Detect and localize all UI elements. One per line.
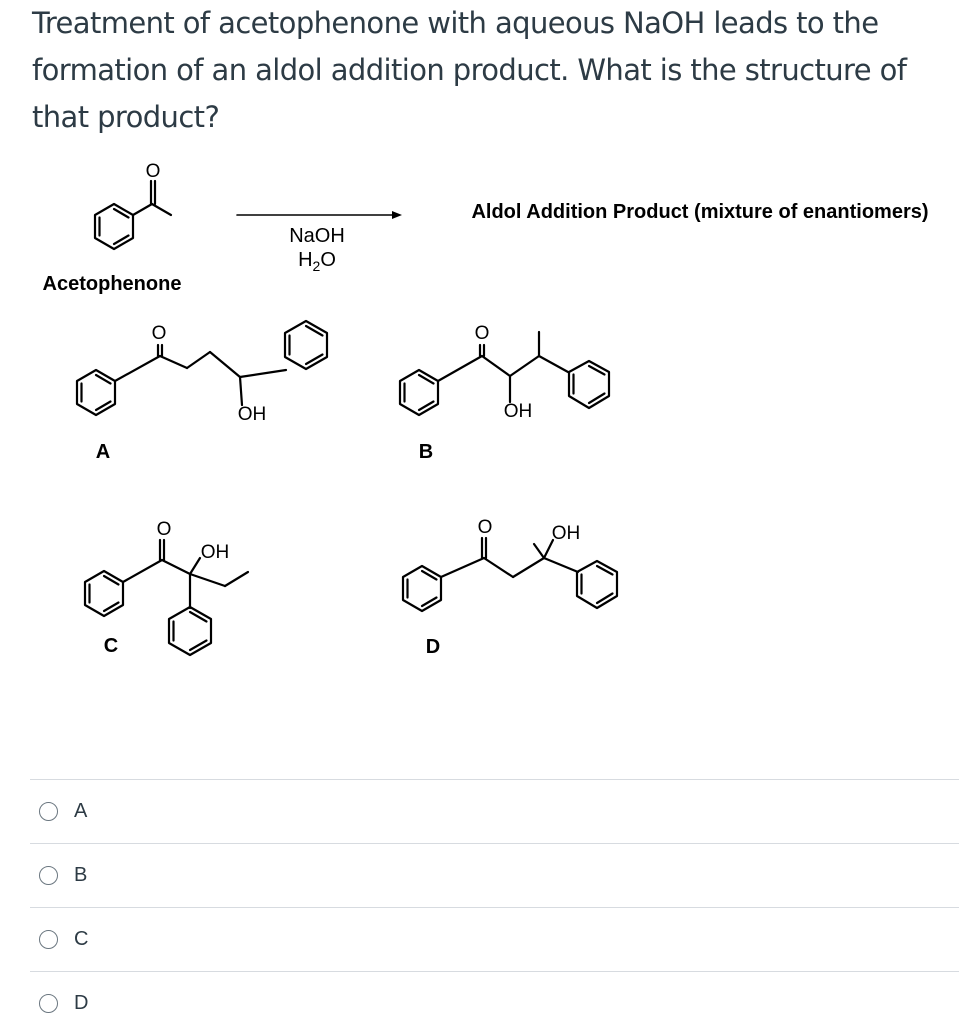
answer-label: B — [74, 864, 88, 886]
question-text: Treatment of acetophenone with aqueous NaOH leads to the formation of an aldol addition product. What is the structure of that product? — [32, 6, 907, 134]
benzene-ring — [400, 370, 438, 415]
atom-oh-label: OH — [200, 542, 230, 563]
structure-d — [403, 538, 617, 611]
atom-oh-label: OH — [551, 523, 581, 544]
reaction-scheme — [0, 140, 971, 680]
structure-c-label: C — [103, 635, 119, 657]
answer-label: D — [74, 992, 89, 1014]
water-subscript: 2 — [312, 258, 321, 274]
radio-c[interactable] — [39, 930, 58, 949]
answer-label: C — [74, 928, 89, 950]
answer-options — [30, 779, 959, 1035]
structure-a-label: A — [95, 441, 111, 463]
radio-d[interactable] — [39, 994, 58, 1013]
answer-option-a[interactable] — [30, 779, 959, 843]
atom-o-label: O — [477, 517, 493, 538]
acetophenone-structure — [95, 181, 171, 249]
atom-oh-label: OH — [237, 404, 267, 425]
water-h: H — [298, 249, 313, 271]
structure-a — [77, 321, 327, 415]
atom-o-label: O — [145, 161, 161, 182]
structure-d-label: D — [425, 636, 441, 658]
reagent-water — [298, 249, 336, 274]
radio-a[interactable] — [39, 802, 58, 821]
water-o: O — [320, 249, 336, 271]
atom-oh-label: OH — [503, 401, 533, 422]
atom-o-label: O — [151, 323, 167, 344]
benzene-ring — [569, 361, 609, 408]
answer-option-c[interactable] — [30, 907, 959, 971]
benzene-ring — [85, 571, 123, 616]
benzene-ring — [285, 321, 327, 369]
atom-o-label: O — [156, 519, 172, 540]
atom-o-label: O — [474, 323, 490, 344]
answer-option-d[interactable] — [30, 971, 959, 1035]
benzene-ring — [77, 370, 115, 415]
reaction-arrow — [237, 211, 402, 219]
benzene-ring — [169, 607, 211, 655]
benzene-ring — [403, 566, 441, 611]
answer-option-b[interactable] — [30, 843, 959, 907]
benzene-ring — [95, 204, 133, 249]
benzene-ring — [577, 561, 617, 608]
acetophenone-label: Acetophenone — [42, 273, 182, 295]
reagent-naoh: NaOH — [289, 225, 345, 247]
structure-b-label: B — [418, 441, 434, 463]
radio-b[interactable] — [39, 866, 58, 885]
product-label: Aldol Addition Product (mixture of enantiomers) — [471, 201, 929, 223]
answer-label: A — [74, 800, 88, 822]
